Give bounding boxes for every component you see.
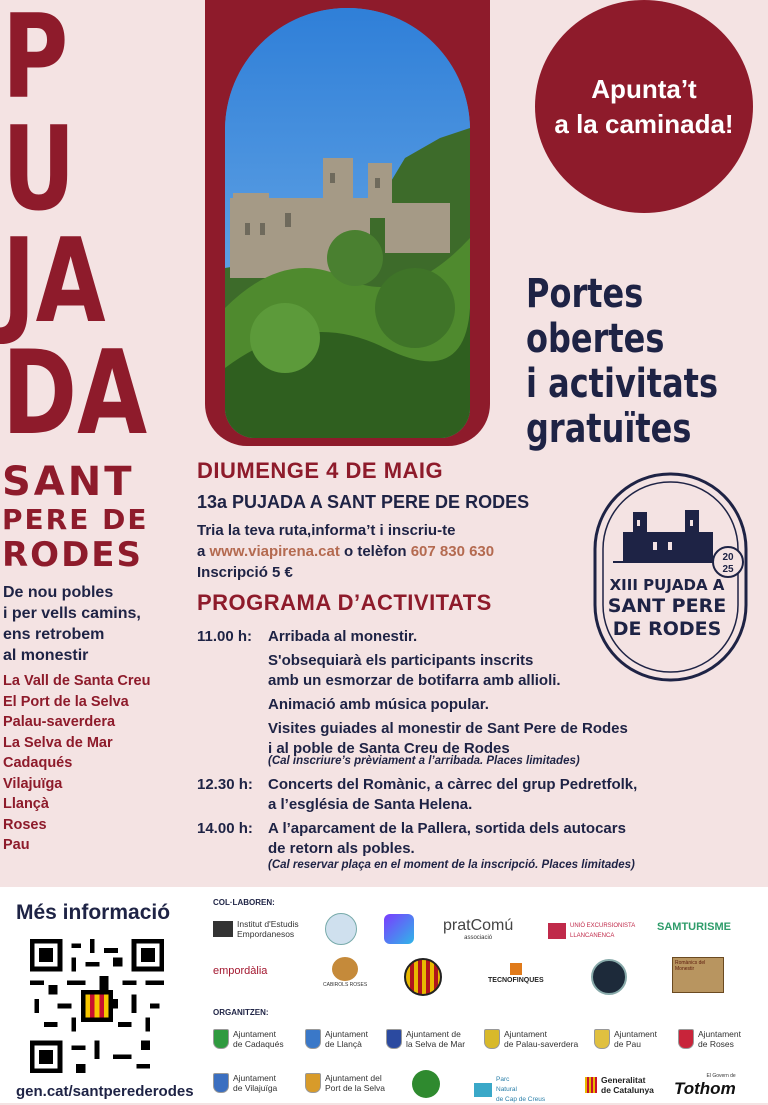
cabirols-label: CABIROLS ROSES [323, 982, 368, 988]
pratcomu-sub: associació [464, 935, 493, 941]
town-item: Vilajuïga [3, 775, 63, 792]
org-line: la Selva de Mar [406, 1039, 466, 1049]
title-letters-4: DA [2, 326, 148, 461]
activity-line: a l’església de Santa Helena. [268, 796, 473, 813]
org-line: Natural [496, 1086, 517, 1093]
event-edition: 13a PUJADA A SANT PERE DE RODES [197, 492, 530, 512]
organizers-label: ORGANITZEN: [213, 1008, 269, 1017]
tagline-line: De nou pobles [3, 584, 114, 601]
port-shield-icon [305, 1073, 321, 1093]
tecnofinques-icon [510, 963, 522, 975]
org-line: de Cap de Creus [496, 1096, 546, 1103]
org-line: de Palau-saverdera [504, 1039, 579, 1049]
time-3: 14.00 h: [197, 820, 253, 837]
main-title [2, 0, 148, 461]
logo-tecnofinques [488, 963, 544, 984]
logo-cadaques [213, 1029, 284, 1049]
site-name [2, 460, 148, 574]
empordalia-label: empordàlia [213, 965, 268, 977]
qr-code[interactable] [30, 939, 164, 1073]
tothom-top: El Govern de [706, 1073, 736, 1079]
ae-icon [384, 914, 414, 944]
logo-selva [386, 1029, 465, 1049]
open-doors-heading [526, 272, 718, 452]
site-line-2: PERE DE [2, 503, 149, 536]
badge-line-2: SANT PERE [607, 595, 727, 617]
tagline-line: ens retrobem [3, 626, 105, 643]
org-line: Generalitat [601, 1075, 646, 1085]
palau-shield-icon [484, 1029, 500, 1049]
org-line: Ajuntament [504, 1029, 547, 1039]
logo-pratcomu [443, 917, 513, 941]
fee: Inscripció 5 € [197, 564, 293, 581]
footer [0, 887, 768, 1103]
logo-parc-natural [474, 1075, 545, 1105]
green-seal-icon [412, 1070, 440, 1098]
town-item: Cadaqués [3, 755, 73, 771]
town-item: Llançà [3, 796, 49, 812]
photo-arch-frame [205, 0, 490, 446]
logo-vilajuiga [213, 1073, 277, 1093]
activity-line: Arribada al monestir. [268, 628, 418, 645]
tagline-line: i per vells camins, [3, 605, 141, 622]
tagline [3, 582, 193, 666]
town-item: La Selva de Mar [3, 734, 113, 751]
cta-line-1: Apunta’t [591, 73, 697, 104]
town-item: El Port de la Selva [3, 693, 129, 710]
org-line: de Roses [698, 1039, 734, 1049]
org-line: de Vilajuïga [233, 1083, 278, 1093]
llanca-shield-icon [305, 1029, 321, 1049]
logo-roses [678, 1029, 741, 1049]
org-line: de Cadaqués [233, 1039, 284, 1049]
info-line: Tria la teva ruta,informa’t i inscriu-te [197, 522, 456, 539]
info-a: a [197, 543, 206, 560]
activity-line: Animació amb música popular. [268, 696, 489, 713]
pratcomu-label: pratComú [443, 917, 514, 934]
senyera-icon [585, 1077, 597, 1093]
open-doors-line: Portes [526, 271, 644, 317]
logo-generalitat [585, 1075, 654, 1095]
programme-title: PROGRAMA D’ACTIVITATS [197, 590, 492, 615]
activity-line: i al poble de Santa Creu de Rodes [268, 740, 510, 757]
roses-shield-icon [678, 1029, 694, 1049]
crest-icon [404, 958, 442, 996]
badge-line-1: XIII PUJADA A [609, 576, 725, 594]
logo-cabirols [323, 957, 367, 988]
tecnofinques-label: TECNOFINQUES [488, 977, 544, 984]
vilajuiga-shield-icon [213, 1073, 229, 1093]
org-line: de Llançà [325, 1039, 362, 1049]
registration-info [197, 520, 494, 583]
open-doors-line: obertes [526, 316, 665, 362]
parc-icon [474, 1083, 492, 1097]
activity-line: A l’aparcament de la Pallera, sortida dels autocars [268, 820, 626, 837]
cta-circle [535, 0, 753, 213]
town-item: Pau [3, 837, 30, 853]
tagline-line: al monestir [3, 647, 89, 664]
activity-3 [268, 819, 698, 859]
event-date: DIUMENGE 4 DE MAIG [197, 458, 444, 483]
activity-line: S'obsequiarà els participants inscrits [268, 652, 534, 669]
walk-logo-icon [325, 913, 357, 945]
activity-line: Concerts del Romànic, a càrrec del grup Pedretfolk, [268, 776, 638, 793]
logo-circle-1 [325, 913, 357, 945]
town-item: La Vall de Santa Creu [3, 673, 151, 689]
logo-iee [213, 919, 322, 939]
org-line: Ajuntament del [325, 1073, 382, 1083]
logo-llanca [305, 1029, 368, 1049]
iee-icon [213, 921, 233, 937]
open-doors-line: gratuïtes [526, 406, 692, 452]
edition-badge [593, 472, 748, 682]
pau-shield-icon [594, 1029, 610, 1049]
org-line: Port de la Selva [325, 1083, 386, 1093]
logo-pau [594, 1029, 657, 1049]
logo-round-green [412, 1070, 440, 1098]
deer-icon [332, 957, 358, 981]
monastery-photo [225, 8, 470, 438]
tothom-label: Tothom [674, 1079, 736, 1098]
unio-label: UNIÓ EXCURSIONISTA LLANCANENCA [570, 923, 635, 939]
phone-number[interactable]: 607 830 630 [410, 543, 495, 560]
logo-samturisme [657, 921, 731, 933]
org-line: Ajuntament [233, 1073, 276, 1083]
org-line: de Pau [614, 1039, 641, 1049]
org-line: Ajuntament [614, 1029, 657, 1039]
note-1: (Cal inscriure’s prèviament a l’arribada. Places limitades) [268, 755, 580, 767]
info-mid: o telèfon [344, 543, 407, 560]
unio-icon [548, 923, 566, 939]
open-doors-line: i activitats [526, 361, 718, 407]
org-line: Parc [496, 1076, 510, 1083]
org-line: Ajuntament [698, 1029, 741, 1039]
collaborators-label: COL·LABOREN: [213, 898, 275, 907]
logo-unio [548, 921, 650, 941]
badge-year-bottom: 25 [722, 564, 734, 575]
samturisme-label: SAMTURISME [657, 921, 731, 933]
towns-list [3, 671, 150, 856]
info-contact [197, 541, 494, 562]
logo-romanics [672, 957, 724, 993]
title-letters-2: U [2, 102, 76, 237]
time-1: 11.00 h: [197, 628, 253, 645]
logo-ae [384, 914, 414, 944]
town-item: Palau-saverdera [3, 714, 116, 730]
note-3: (Cal reservar plaça en el moment de la inscripció. Places limitades) [268, 859, 635, 871]
time-2: 12.30 h: [197, 776, 253, 793]
logo-label: Institut d'Estudis Empordanesos [237, 919, 299, 939]
org-line: Ajuntament [233, 1029, 276, 1039]
title-letters-1: P [2, 0, 69, 125]
seal-icon [591, 959, 627, 995]
logo-shield-round [404, 958, 442, 996]
activity-2 [268, 775, 698, 815]
activity-line: Visites guiades al monestir de Sant Pere de Rodes [268, 720, 628, 737]
site-line-3: RODES [2, 535, 144, 575]
org-line: Ajuntament de [406, 1029, 461, 1039]
selva-shield-icon [386, 1029, 402, 1049]
cta-line-2: a la caminada! [554, 108, 734, 139]
logo-palau [484, 1029, 578, 1049]
site-line-1: SANT [2, 459, 135, 505]
logo-port [305, 1073, 385, 1093]
badge-line-3: DE RODES [612, 618, 722, 640]
activity-line: amb un esmorzar de botifarra amb allioli. [268, 672, 561, 689]
town-item: Roses [3, 816, 47, 833]
badge-year-top: 20 [722, 552, 734, 563]
more-info-title: Més informació [16, 901, 171, 924]
logo-tothom [674, 1073, 736, 1099]
org-line: de Catalunya [601, 1085, 654, 1095]
logo-round-dark [591, 959, 627, 995]
org-line: Ajuntament [325, 1029, 368, 1039]
website-link[interactable]: www.viapirena.cat [209, 543, 340, 560]
activity-line: de retorn als pobles. [268, 840, 415, 857]
romanics-label: Romànics del Monestir [675, 960, 706, 972]
logo-empordalia [213, 965, 267, 977]
cadaques-shield-icon [213, 1029, 229, 1049]
title-letters-3: JA [2, 214, 106, 349]
info-url[interactable]: gen.cat/santperederodes [16, 1083, 194, 1100]
